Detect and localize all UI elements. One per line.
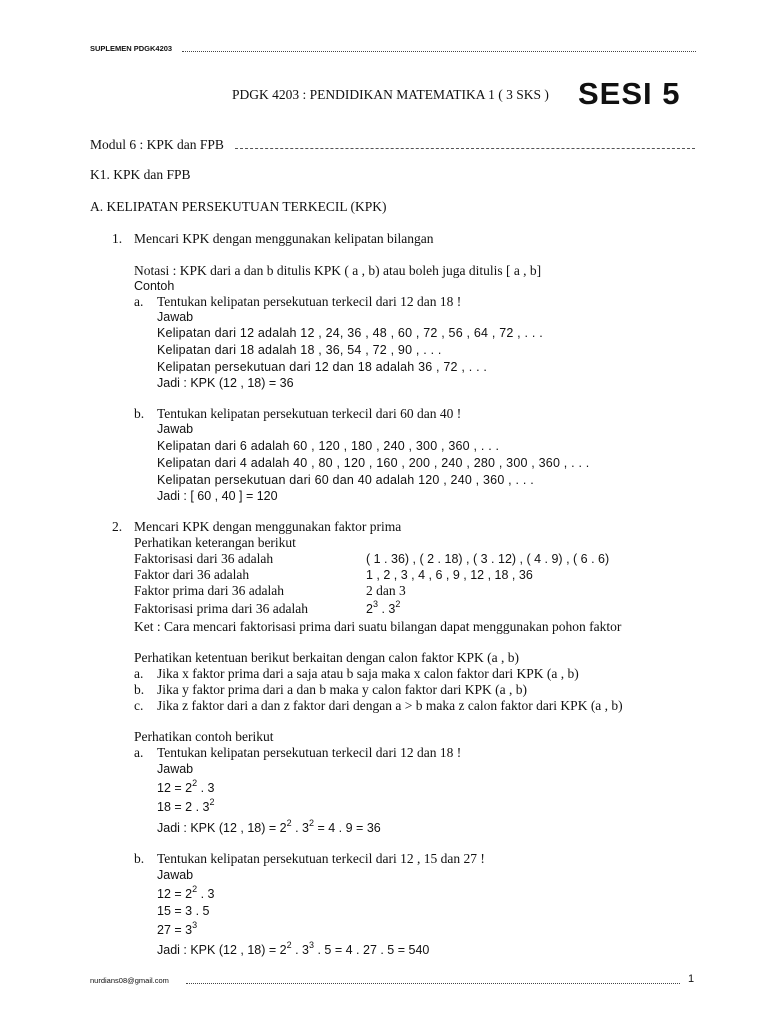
module-title: Modul 6 : KPK dan FPB [90,137,224,152]
a-line-1: Kelipatan dari 12 adalah 12 , 24, 36 , 48 , 60 , 72 , 56 , 64 , 72 , . . . [157,326,543,340]
course-title: PDGK 4203 : PENDIDIKAN MATEMATIKA 1 ( 3 SKS ) [232,87,549,102]
eq-12: $12 = 2^2$ . 3 [157,778,215,795]
module-dashed-rule [235,148,695,149]
jawab-label: Jawab [157,422,194,436]
ket-note: Ket : Cara mencari faktorisasi prima dari suatu bilangan dapat menggunakan pohon faktor [134,619,622,634]
jawab-label: Jawab [157,868,194,882]
k1-heading: K1. KPK dan FPB [90,167,191,182]
ketentuan-intro: Perhatikan ketentuan berikut berkaitan dengan calon faktor KPK (a , b) [134,650,519,665]
example2-b-label: b. [134,851,145,866]
factor-row-1-label: Faktorisasi dari 36 adalah [134,551,274,566]
factor-row-3-value: 2 dan 3 [366,583,406,598]
eq-12b: $12 = 2^2$ . 3 [157,884,215,901]
b-line-1: Kelipatan dari 6 adalah 60 , 120 , 180 , 240 , 300 , 360 , . . . [157,439,500,453]
factor-row-2-value: 1 , 2 , 3 , 4 , 6 , 9 , 12 , 18 , 36 [366,568,533,582]
contoh2-intro: Perhatikan contoh berikut [134,729,274,744]
a-line-4: Jadi : KPK (12 , 18) = 36 [157,376,294,390]
perhatikan-label: Perhatikan keterangan berikut [134,535,296,550]
example-b-question: Tentukan kelipatan persekutuan terkecil dari 60 dan 40 ! [157,406,462,421]
footer-email: nurdians08@gmail.com [90,976,169,985]
s1-number: 1. [112,231,123,246]
rule-b: Jika y faktor prima dari a dan b maka y calon faktor dari KPK (a , b) [157,682,527,697]
a-line-2: Kelipatan dari 18 adalah 18 , 36, 54 , 72 , 90 , . . . [157,343,442,357]
jawab-label: Jawab [157,310,194,324]
example2-b-question: Tentukan kelipatan persekutuan terkecil dari 12 , 15 dan 27 ! [157,851,485,866]
example-a-label: a. [134,294,144,309]
s1-title: Mencari KPK dengan menggunakan kelipatan bilangan [134,231,434,246]
example-a-question: Tentukan kelipatan persekutuan terkecil dari 12 dan 18 ! [157,294,462,309]
eq-27: $27 = 3^3$ [157,920,198,937]
eq-18: 18 = 2 . $3^2$ [157,797,215,814]
eq-15: 15 = 3 . 5 [157,904,210,918]
session-title: SESI 5 [578,76,681,111]
s2-title: Mencari KPK dengan menggunakan faktor prima [134,519,402,534]
rule-b-label: b. [134,682,145,697]
a-line-3: Kelipatan persekutuan dari 12 dan 18 adalah 36 , 72 , . . . [157,360,488,374]
page-number: 1 [688,973,695,985]
example2-a-question: Tentukan kelipatan persekutuan terkecil dari 12 dan 18 ! [157,745,462,760]
factor-row-4-value: $2^3$ . $3^2$ [366,599,401,616]
rule-a-label: a. [134,666,144,681]
supplement-label: SUPLEMEN PDGK4203 [90,44,173,53]
jawab-label: Jawab [157,762,194,776]
header-dotted-rule [182,51,696,52]
factor-row-3-label: Faktor prima dari 36 adalah [134,583,284,598]
s2-number: 2. [112,519,123,534]
factor-row-4-label: Faktorisasi prima dari 36 adalah [134,601,308,616]
rule-c: Jika z faktor dari a dan z faktor dari dengan a > b maka z calon faktor dari KPK (a , b) [157,698,623,713]
contoh-label: Contoh [134,279,175,293]
rule-a: Jika x faktor prima dari a saja atau b saja maka x calon faktor dari KPK (a , b) [157,666,579,681]
eq-jadi-a: Jadi : KPK (12 , $18) = 2^2$ . $3^2 = 4$ . 9 = 36 [157,818,381,835]
section-a-heading: A. KELIPATAN PERSEKUTUAN TERKECIL (KPK) [90,199,387,214]
rule-c-label: c. [134,698,144,713]
example-b-label: b. [134,406,145,421]
b-line-2: Kelipatan dari 4 adalah 40 , 80 , 120 , 160 , 200 , 240 , 280 , 300 , 360 , . . . [157,456,590,470]
factor-row-2-label: Faktor dari 36 adalah [134,567,250,582]
example2-a-label: a. [134,745,144,760]
b-line-4: Jadi : [ 60 , 40 ] = 120 [157,489,278,503]
footer-dotted-rule [186,983,680,984]
b-line-3: Kelipatan persekutuan dari 60 dan 40 adalah 120 , 240 , 360 , . . . [157,473,534,487]
factor-row-1-value: ( 1 . 36) , ( 2 . 18) , ( 3 . 12) , ( 4 . 9) , ( 6 . 6) [366,552,610,566]
eq-jadi-b: Jadi : KPK (12 , $18) = 2^2$ . $3^3$ . 5 = 4 . 27 . 5 = 540 [157,940,430,957]
notasi: Notasi : KPK dari a dan b ditulis KPK ( a , b) atau boleh juga ditulis [ a , b] [134,263,542,278]
